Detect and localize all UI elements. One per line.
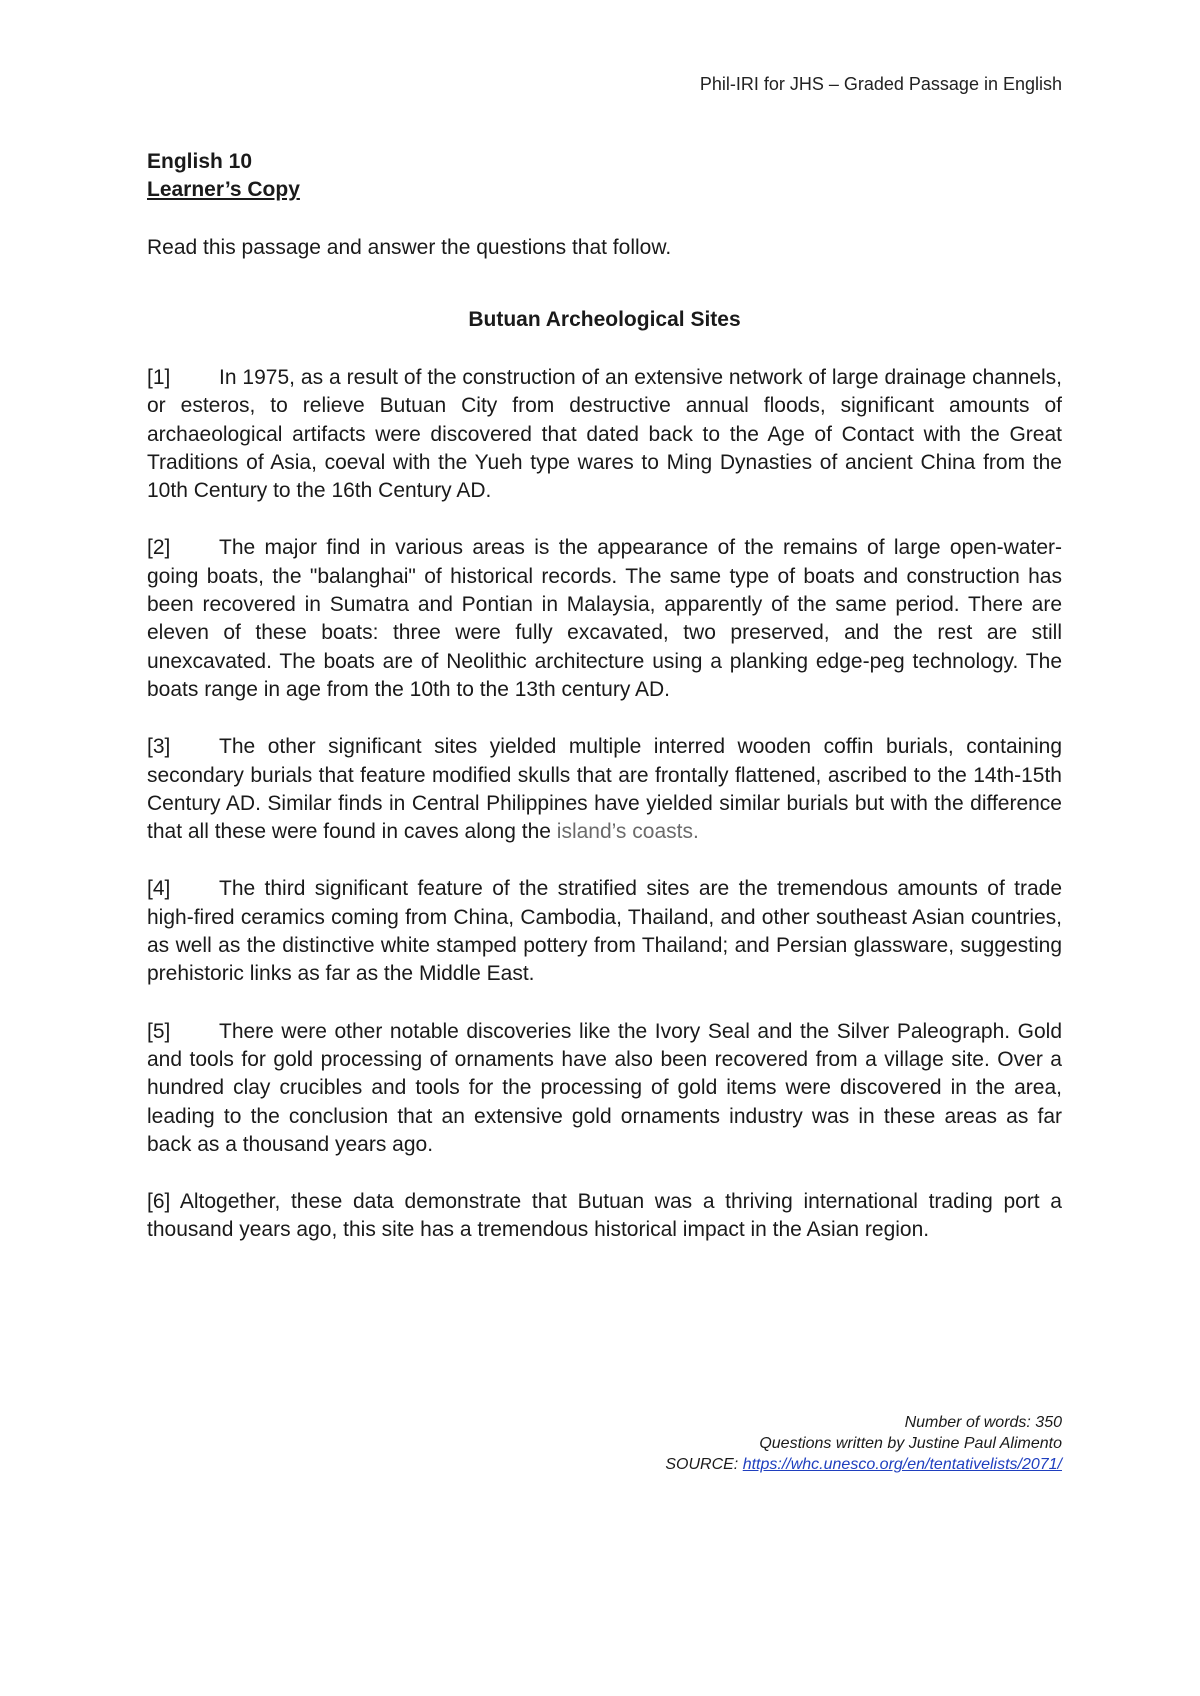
source-line xyxy=(665,1454,1062,1475)
paragraph-text: The third significant feature of the stratified sites are the tremendous amounts of trade high-fired ceramics coming from China, Cambodia, Thailand, and other southeast Asian countries, as well as the distinctive white stamped pottery from Thailand; and Persian glassware, suggesting prehistoric links as far as the Middle East. xyxy=(147,877,1062,986)
source-link[interactable]: https://whc.unesco.org/en/tentativelists/2071/ xyxy=(742,1456,1062,1473)
document-body xyxy=(147,148,1062,1245)
copy-type-label: Learner’s Copy xyxy=(147,178,300,201)
source-label: SOURCE: xyxy=(665,1456,739,1473)
paragraph-number: [6] xyxy=(147,1190,171,1214)
passage-metadata xyxy=(665,1412,1062,1475)
paragraph-number: [5] xyxy=(147,1019,171,1043)
paragraph-text: In 1975, as a result of the construction of an extensive network of large drainage channels, or esteros, to relieve Butuan City from destructive annual floods, significant amounts of archaeological artifacts were discovered that dated back to the Age of Contact with the Great Traditions of Asia, coeval with the Yueh type wares to Ming Dynasties of ancient China from the 10th Century to the 16th Century AD. xyxy=(147,366,1062,503)
paragraph-number: [4] xyxy=(147,877,171,901)
paragraph-text: Altogether, these data demonstrate that Butuan was a thriving international trading port a thousand years ago, this site has a tremendous historical impact in the Asian region. xyxy=(147,1190,1062,1242)
paragraph-6 xyxy=(147,1188,1062,1245)
paragraph-3 xyxy=(147,733,1062,846)
paragraph-number: [2] xyxy=(147,536,171,560)
running-header: Phil-IRI for JHS – Graded Passage in English xyxy=(699,74,1062,94)
passage-title: Butuan Archeological Sites xyxy=(468,308,741,331)
paragraph-text-faded: island’s coasts. xyxy=(556,820,699,844)
course-title: English 10 xyxy=(147,150,253,173)
paragraph-2 xyxy=(147,534,1062,704)
paragraph-number: [3] xyxy=(147,735,171,759)
paragraph-text: The other significant sites yielded multiple interred wooden coffin burials, containing secondary burials that feature modified skulls that are frontally flattened, ascribed to the 14th-15th Century AD. Similar finds in Central Philippines have yielded similar burials but with the difference that all these were found in caves along the xyxy=(147,735,1062,844)
paragraph-text: There were other notable discoveries like the Ivory Seal and the Silver Paleograph. Gold and tools for gold processing of ornaments have also been recovered from a village site. Over a hundred clay crucibles and tools for the processing of gold items were discovered in the area, leading to the conclusion that an extensive gold ornaments industry was in these areas as far back as a thousand years ago. xyxy=(147,1019,1062,1156)
question-author: Questions written by Justine Paul Alimento xyxy=(759,1435,1062,1452)
word-count: Number of words: 350 xyxy=(904,1414,1062,1431)
paragraph-text: The major find in various areas is the appearance of the remains of large open-water-going boats, the "balanghai" of historical records. The same type of boats and construction has been recovered in Sumatra and Pontian in Malaysia, apparently of the same period. There are eleven of these boats: three were fully excavated, two preserved, and the rest are still unexcavated. The boats are of Neolithic architecture using a planking edge-peg technology. The boats range in age from the 10th to the 13th century AD. xyxy=(147,536,1062,701)
instruction-text: Read this passage and answer the questions that follow. xyxy=(147,236,672,259)
paragraph-1 xyxy=(147,364,1062,505)
paragraph-number: [1] xyxy=(147,366,171,389)
paragraph-4 xyxy=(147,875,1062,988)
paragraph-5 xyxy=(147,1018,1062,1159)
